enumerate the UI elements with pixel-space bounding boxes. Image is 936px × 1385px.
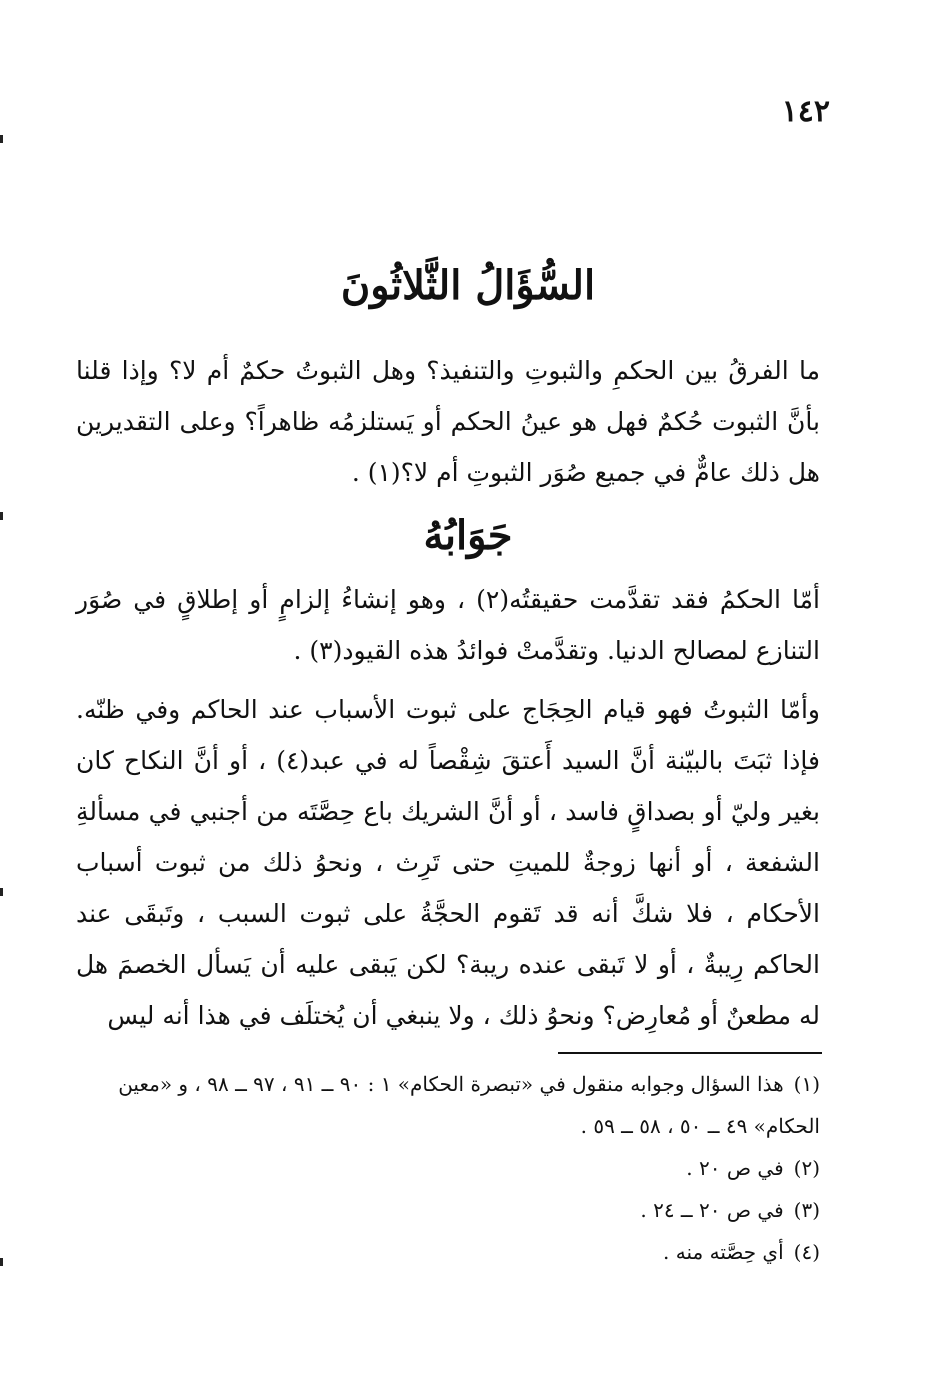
footnote-divider [558,1052,822,1054]
footnote-number: (٢) [793,1156,820,1180]
page-number: ١٤٢ [781,94,830,129]
footnote-4 [76,1231,820,1273]
scan-edge-mark [0,1258,3,1266]
footnote-text: أي حِصَّته منه . [663,1240,784,1264]
footnote-3 [76,1189,820,1231]
answer-heading: جَوَابُهُ [423,512,513,559]
footnotes [76,1063,820,1273]
footnote-text: في ص ٢٠ ــ ٢٤ . [640,1198,784,1222]
answer-paragraph-2: وأمّا الثبوتُ فهو قيام الحِجَاج على ثبوت الأسباب عند الحاكم وفي ظنّه. فإذا ثبَتَ بالبيّنة أنَّ السيد أَعتقَ شِقْصاً له في عبد(٤) ، أو أنَّ النكاح كان بغير وليّ أو بصداقٍ فاسد ، أو أنَّ الشريك باع حِصَّتَه من أجنبي في مسألةِ الشفعة ، أو أنها زوجةٌ للميتِ حتى تَرِث ، ونحوُ ذلك من ثبوت أسباب الأحكام ، فلا شكَّ أنه قد تَقوم الحجَّةُ على ثبوت السبب ، وتَبقَى عند الحاكم رِيبةٌ ، أو لا تَبقى عنده ريبة؟ لكن يَبقى عليه أن يَسأل الخصمَ هل له مطعنٌ أو مُعارِض؟ ونحوُ ذلك ، ولا ينبغي أن يُختلَف في هذا أنه ليس [76,695,820,1030]
question-heading: السُّؤَالُ الثَّلاثُونَ [340,262,596,309]
footnote-number: (٤) [793,1240,820,1264]
scan-edge-mark [0,888,3,896]
footnote-text: هذا السؤال وجوابه منقول في «تبصرة الحكام» ١ : ٩٠ ــ ٩١ ، ٩٧ ــ ٩٨ ، و «معين الحكام» ٤٩ ــ ٥٠ ، ٥٨ ــ ٥٩ . [118,1072,820,1138]
footnote-text: في ص ٢٠ . [686,1156,784,1180]
scan-edge-mark [0,135,3,143]
footnote-number: (٣) [793,1198,820,1222]
question-paragraph: ما الفرقُ بين الحكمِ والثبوتِ والتنفيذ؟ وهل الثبوتُ حكمٌ أم لا؟ وإذا قلنا بأنَّ الثبوت حُكمٌ فهل هو عينُ الحكم أو يَستلزمُه ظاهراً؟ وعلى التقديرين هل ذلك عامٌّ في جميع صُوَر الثبوتِ أم لا؟(١) . [76,356,820,487]
scan-edge-mark [0,512,3,520]
footnote-2 [76,1147,820,1189]
footnote-number: (١) [793,1072,820,1096]
answer-paragraph-1: أمّا الحكمُ فقد تقدَّمت حقيقتُه(٢) ، وهو إنشاءُ إلزامٍ أو إطلاقٍ في صُوَر التنازع لمصالح الدنيا. وتقدَّمتْ فوائدُ هذه القيود(٣) . [76,585,821,665]
footnote-1 [76,1063,820,1147]
